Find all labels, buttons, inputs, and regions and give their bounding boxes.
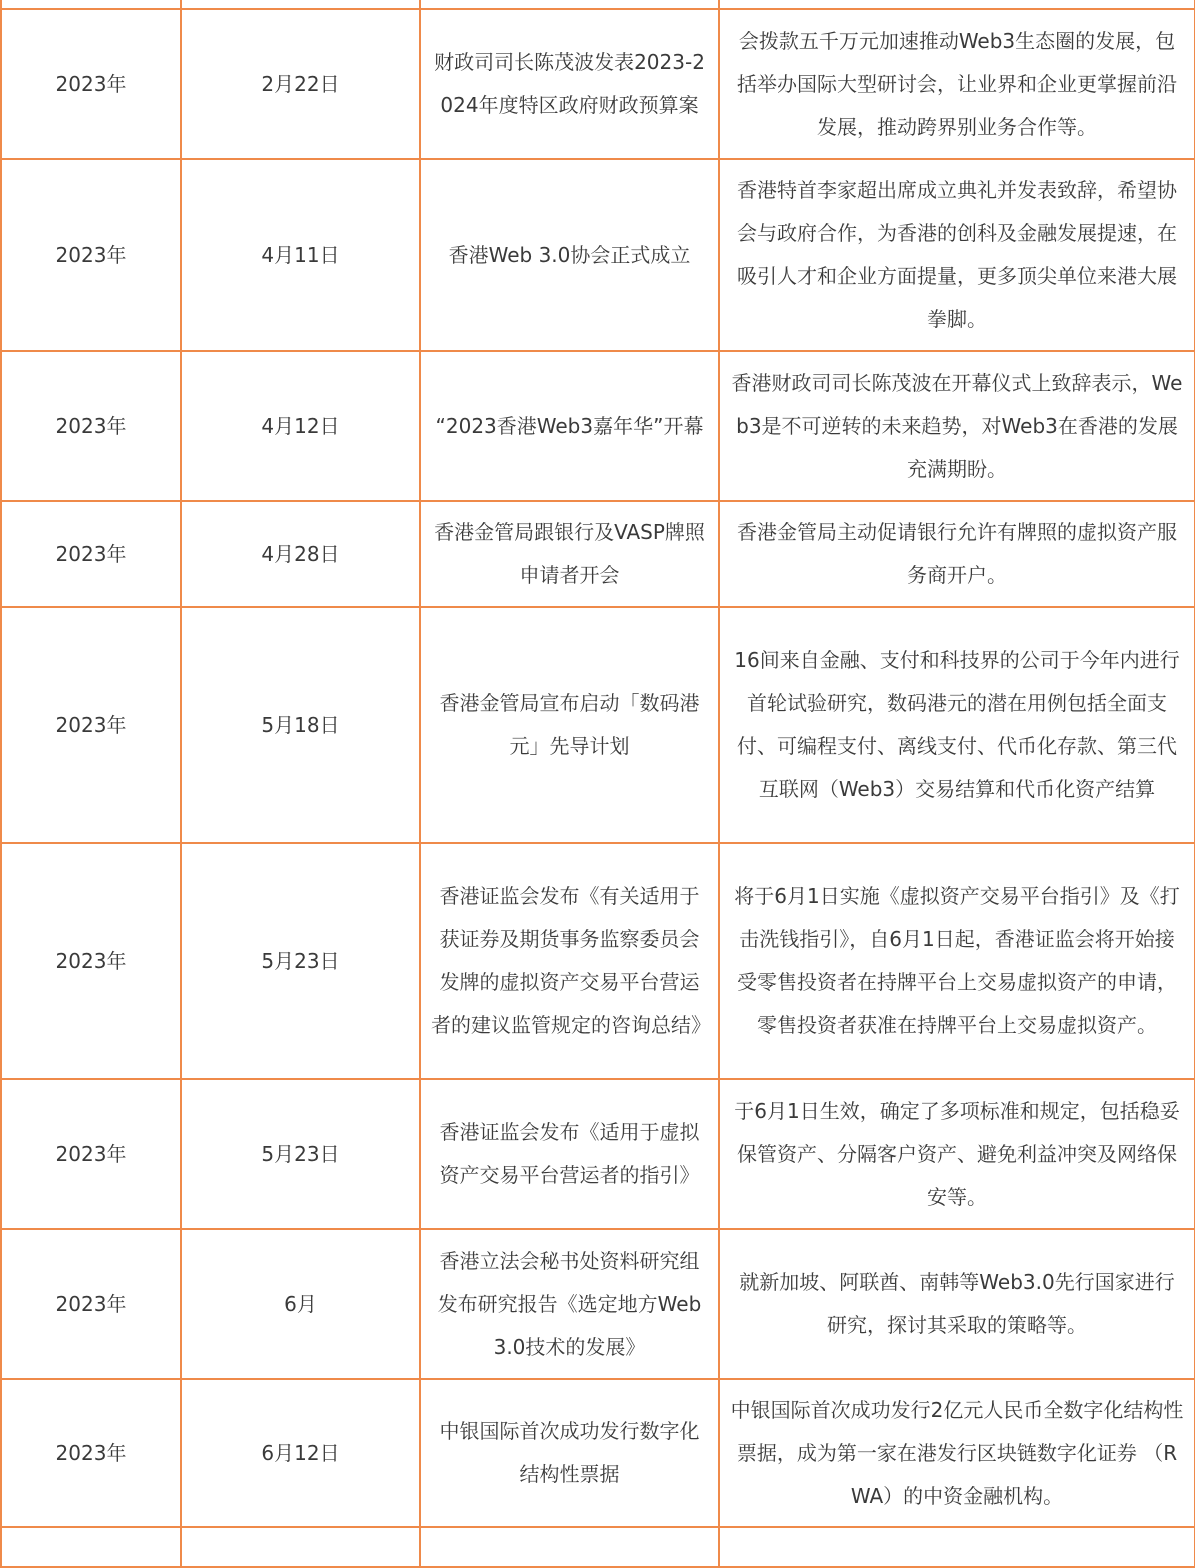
table-row <box>1 607 1195 843</box>
detail-cell: 16间来自金融、支付和科技界的公司于今年内进行首轮试验研究，数码港元的潜在用例包括全面支付、可编程支付、离线支付、代币化存款、第三代互联网（Web3）交易结算和代币化资产结算 <box>719 607 1195 843</box>
event-cell: 财政司司长陈茂波发表2023-2024年度特区政府财政预算案 <box>420 9 719 159</box>
date-cell <box>181 1527 420 1567</box>
table-row <box>1 159 1195 351</box>
year-cell: 2023年 <box>1 1379 181 1527</box>
event-cell: 香港立法会秘书处资料研究组发布研究报告《选定地方Web3.0技术的发展》 <box>420 1229 719 1379</box>
event-cell <box>420 0 719 9</box>
detail-cell: 于6月1日生效，确定了多项标准和规定，包括稳妥保管资产、分隔客户资产、避免利益冲突及网络保安等。 <box>719 1079 1195 1229</box>
year-cell: 2023年 <box>1 501 181 607</box>
year-cell: 2023年 <box>1 843 181 1079</box>
date-cell: 4月28日 <box>181 501 420 607</box>
event-cell: 香港金管局宣布启动「数码港元」先导计划 <box>420 607 719 843</box>
date-cell: 2月22日 <box>181 9 420 159</box>
event-cell: “2023香港Web3嘉年华”开幕 <box>420 351 719 501</box>
year-cell: 2023年 <box>1 607 181 843</box>
year-cell <box>1 0 181 9</box>
table-row <box>1 1079 1195 1229</box>
year-cell: 2023年 <box>1 159 181 351</box>
detail-cell: 中银国际首次成功发行2亿元人民币全数字化结构性票据，成为第一家在港发行区块链数字化证券 （RWA）的中资金融机构。 <box>719 1379 1195 1527</box>
date-cell: 6月 <box>181 1229 420 1379</box>
table-row <box>1 9 1195 159</box>
date-cell: 5月23日 <box>181 1079 420 1229</box>
detail-cell <box>719 0 1195 9</box>
date-cell: 6月12日 <box>181 1379 420 1527</box>
date-cell: 4月11日 <box>181 159 420 351</box>
year-cell: 2023年 <box>1 9 181 159</box>
date-cell: 5月23日 <box>181 843 420 1079</box>
event-cell: 香港Web 3.0协会正式成立 <box>420 159 719 351</box>
detail-cell: 将于6月1日实施《虚拟资产交易平台指引》及《打击洗钱指引》，自6月1日起，香港证监会将开始接受零售投资者在持牌平台上交易虚拟资产的申请，零售投资者获准在持牌平台上交易虚拟资产。 <box>719 843 1195 1079</box>
year-cell: 2023年 <box>1 351 181 501</box>
year-cell: 2023年 <box>1 1079 181 1229</box>
table-row <box>1 1229 1195 1379</box>
date-cell <box>181 0 420 9</box>
detail-cell: 香港财政司司长陈茂波在开幕仪式上致辞表示，Web3是不可逆转的未来趋势，对Web3在香港的发展充满期盼。 <box>719 351 1195 501</box>
table-row <box>1 501 1195 607</box>
event-cell: 香港证监会发布《有关适用于获证券及期货事务监察委员会发牌的虚拟资产交易平台营运者的建议监管规定的咨询总结》 <box>420 843 719 1079</box>
date-cell: 4月12日 <box>181 351 420 501</box>
event-cell: 香港金管局跟银行及VASP牌照申请者开会 <box>420 501 719 607</box>
table-row <box>1 0 1195 9</box>
table-row <box>1 843 1195 1079</box>
detail-cell: 会拨款五千万元加速推动Web3生态圈的发展，包括举办国际大型研讨会，让业界和企业更掌握前沿发展，推动跨界别业务合作等。 <box>719 9 1195 159</box>
detail-cell: 香港金管局主动促请银行允许有牌照的虚拟资产服务商开户。 <box>719 501 1195 607</box>
event-cell: 中银国际首次成功发行数字化结构性票据 <box>420 1379 719 1527</box>
detail-cell: 香港特首李家超出席成立典礼并发表致辞，希望协会与政府合作，为香港的创科及金融发展提速，在吸引人才和企业方面提量，更多顶尖单位来港大展拳脚。 <box>719 159 1195 351</box>
table-row <box>1 1379 1195 1527</box>
event-cell <box>420 1527 719 1567</box>
date-cell: 5月18日 <box>181 607 420 843</box>
detail-cell: 就新加坡、阿联酋、南韩等Web3.0先行国家进行研究，探讨其采取的策略等。 <box>719 1229 1195 1379</box>
event-cell: 香港证监会发布《适用于虚拟资产交易平台营运者的指引》 <box>420 1079 719 1229</box>
table-row <box>1 351 1195 501</box>
table-row <box>1 1527 1195 1567</box>
detail-cell <box>719 1527 1195 1567</box>
year-cell: 2023年 <box>1 1229 181 1379</box>
year-cell <box>1 1527 181 1567</box>
